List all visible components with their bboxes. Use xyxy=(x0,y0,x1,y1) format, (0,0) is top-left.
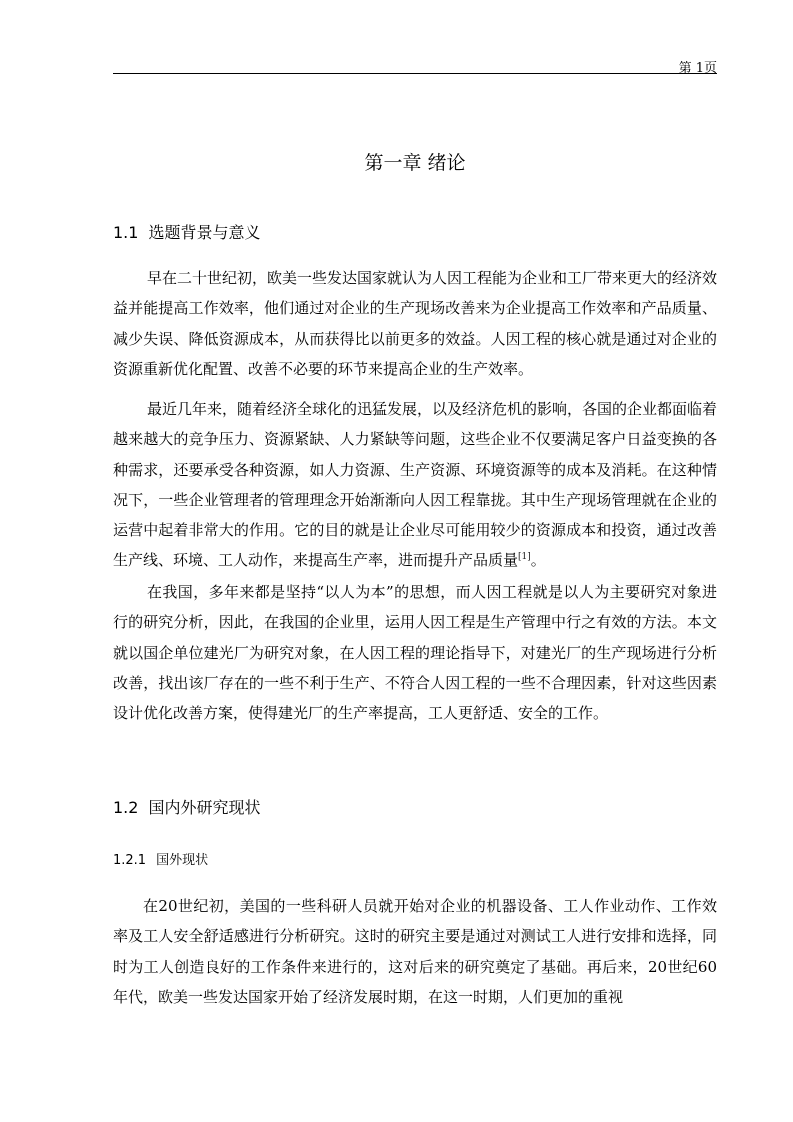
paragraph-2-end: 。 xyxy=(530,551,546,570)
section-heading-1-1 xyxy=(113,220,260,243)
subsection-number: 1.2.1 xyxy=(113,853,147,868)
section-title: 选题背景与意义 xyxy=(148,223,261,242)
subsection-heading-1-2-1 xyxy=(113,849,208,868)
paragraph-2 xyxy=(113,394,717,576)
section-title: 国内外研究现状 xyxy=(148,798,261,817)
section-number: 1.1 xyxy=(113,223,139,242)
subsection-title: 国外现状 xyxy=(156,853,209,868)
page-header xyxy=(113,52,717,74)
page-number: 第 1页 xyxy=(678,61,717,76)
citation-ref[interactable]: [1] xyxy=(518,552,531,563)
paragraph-3: 在我国，多年来都是坚持“以人为本”的思想，而人因工程就是以人为主要研究对象进行的研究分析，因此，在我国的企业里，运用人因工程是生产管理中行之有效的方法。本文就以国企单位建光厂为研究对象，在人因工程的理论指导下，对建光厂的生产现场进行分析改善，找出该厂存在的一些不利于生产、不符合人因工程的一些不合理因素，针对这些因素设计优化改善方案，使得建光厂的生产率提高，工人更舒适、安全的工作。 xyxy=(113,583,717,723)
paragraph-2-text: 最近几年来，随着经济全球化的迅猛发展，以及经济危机的影响，各国的企业都面临着越来越大的竞争压力、资源紧缺、人力紧缺等问题，这些企业不仅要满足客户日益变换的各种需求，还要承受各种资源，如人力资源、生产资源、环境资源等的成本及消耗。在这种情况下，一些企业管理者的管理理念开始渐渐向人因工程靠拢。其中生产现场管理就在企业的运营中起着非常大的作用。它的目的就是让企业尽可能用较少的资源成本和投资，通过改善生产线、环境、工人动作，来提高生产率，进而提升产品质量 xyxy=(113,400,718,570)
paragraph-4: 在20世纪初，美国的一些科研人员就开始对企业的机器设备、工人作业动作、工作效率及工人安全舒适感进行分析研究。这时的研究主要是通过对测试工人进行安排和选择，同时为工人创造良好的工作条件来进行的，这对后来的研究奠定了基础。再后来，20世纪60年代，欧美一些发达国家开始了经济发展时期，在这一时期，人们更加的重视 xyxy=(113,897,717,1006)
chapter-title: 第一章 绪论 xyxy=(364,152,466,174)
paragraph-1: 早在二十世纪初，欧美一些发达国家就认为人因工程能为企业和工厂带来更大的经济效益并能提高工作效率，他们通过对企业的生产现场改善来为企业提高工作效率和产品质量、减少失误、降低资源成本，从而获得比以前更多的效益。人因工程的核心就是通过对企业的资源重新优化配置、改善不必要的环节来提高企业的生产效率。 xyxy=(113,269,718,378)
section-number: 1.2 xyxy=(113,798,139,817)
section-heading-1-2 xyxy=(113,795,260,818)
